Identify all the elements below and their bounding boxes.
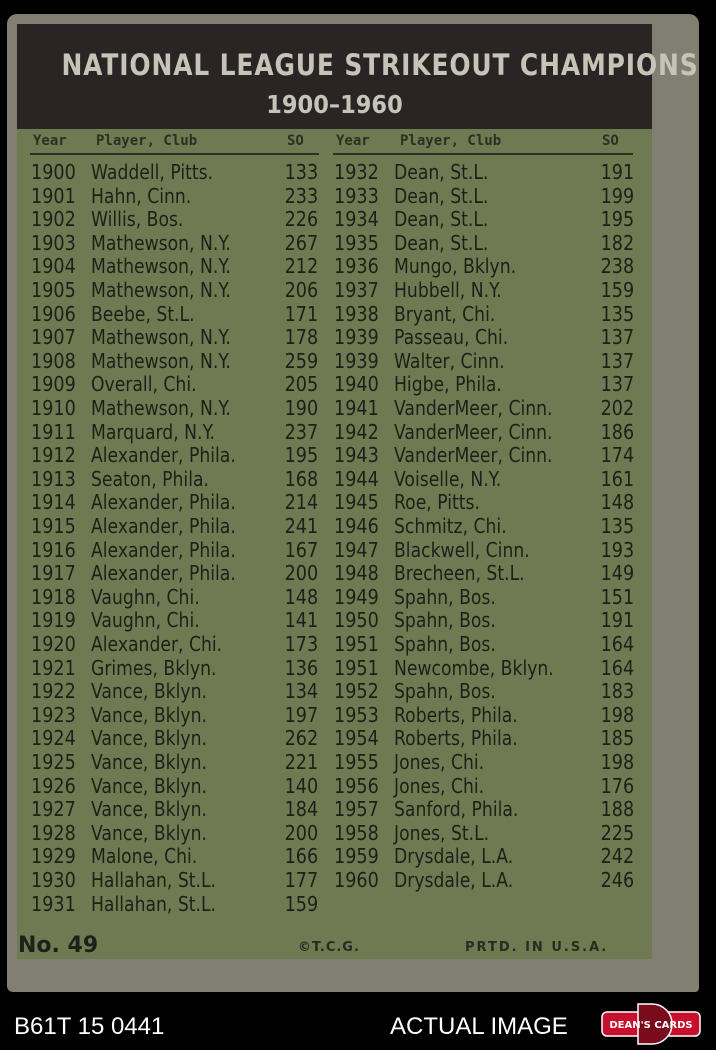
player-cell: Passeau, Chi. — [394, 325, 509, 350]
so-cell: 159 — [600, 278, 634, 302]
table-row — [334, 254, 634, 278]
so-cell: 206 — [284, 278, 318, 302]
so-cell: 178 — [284, 325, 318, 350]
player-cell: Willis, Bos. — [91, 207, 184, 232]
so-cell: 190 — [284, 396, 318, 420]
so-cell: 136 — [284, 655, 318, 680]
table-row — [31, 585, 318, 609]
player-cell: Alexander, Chi. — [91, 632, 223, 656]
year-cell: 1946 — [334, 514, 379, 538]
year-cell: 1955 — [334, 750, 379, 774]
table-row — [334, 490, 634, 514]
year-cell: 1900 — [31, 160, 76, 184]
player-cell: Spahn, Bos. — [394, 632, 496, 656]
table-row — [31, 797, 318, 821]
so-cell: 140 — [284, 773, 318, 798]
table-row — [334, 561, 634, 585]
year-cell: 1949 — [334, 584, 379, 609]
table-row — [31, 302, 318, 326]
logo-text: DEAN'S CARDS — [609, 1020, 693, 1031]
table-row — [334, 372, 634, 396]
player-cell: Vance, Bklyn. — [91, 797, 207, 822]
player-cell: VanderMeer, Cinn. — [394, 419, 553, 444]
year-cell: 1940 — [334, 372, 379, 397]
so-cell: 148 — [600, 490, 634, 515]
player-cell: Hahn, Cinn. — [91, 183, 192, 208]
player-cell: Spahn, Bos. — [394, 608, 496, 633]
so-cell: 167 — [284, 537, 318, 562]
year-cell: 1931 — [31, 891, 76, 916]
so-cell: 195 — [600, 207, 634, 232]
so-cell: 133 — [284, 160, 318, 184]
col-so-left: SO — [287, 133, 304, 149]
player-cell: Grimes, Bklyn. — [91, 655, 217, 680]
year-cell: 1918 — [31, 584, 76, 609]
player-cell: Vaughn, Chi. — [91, 584, 200, 609]
table-row — [31, 467, 318, 491]
player-cell: Vance, Bklyn. — [91, 750, 207, 774]
year-cell: 1906 — [31, 301, 76, 326]
year-cell: 1922 — [31, 679, 76, 704]
table-row — [334, 420, 634, 444]
player-cell: Mathewson, N.Y. — [91, 230, 231, 255]
table-row — [31, 538, 318, 562]
so-cell: 267 — [284, 230, 318, 255]
col-year-right: Year — [336, 133, 370, 149]
player-cell: Seaton, Phila. — [91, 466, 209, 491]
year-cell: 1960 — [334, 868, 379, 892]
table-row — [334, 821, 634, 845]
so-cell: 193 — [600, 537, 634, 562]
table-row — [334, 844, 634, 868]
year-cell: 1942 — [334, 419, 379, 444]
header-rule-left — [30, 153, 319, 155]
player-cell: Higbe, Phila. — [394, 372, 502, 397]
player-cell: Malone, Chi. — [91, 844, 198, 869]
table-row — [31, 561, 318, 585]
player-cell: Mathewson, N.Y. — [91, 278, 231, 302]
so-cell: 202 — [600, 396, 634, 420]
table-row — [31, 514, 318, 538]
player-cell: Jones, Chi. — [394, 750, 485, 774]
table-row — [334, 608, 634, 632]
so-cell: 164 — [600, 655, 634, 680]
so-cell: 259 — [284, 348, 318, 373]
player-cell: Beebe, St.L. — [91, 301, 195, 326]
so-cell: 195 — [284, 443, 318, 468]
year-cell: 1951 — [334, 632, 379, 656]
player-cell: Vance, Bklyn. — [91, 726, 207, 751]
player-cell: Spahn, Bos. — [394, 679, 496, 704]
player-cell: Mungo, Bklyn. — [394, 254, 517, 279]
player-cell: Marquard, N.Y. — [91, 419, 215, 444]
year-cell: 1959 — [334, 844, 379, 869]
so-cell: 135 — [600, 514, 634, 538]
year-cell: 1916 — [31, 537, 76, 562]
so-cell: 159 — [284, 891, 318, 916]
player-cell: Overall, Chi. — [91, 372, 197, 397]
player-cell: Alexander, Phila. — [91, 443, 236, 468]
year-cell: 1929 — [31, 844, 76, 869]
player-cell: Newcombe, Bklyn. — [394, 655, 554, 680]
player-cell: Dean, St.L. — [394, 207, 489, 232]
so-cell: 184 — [284, 797, 318, 822]
inventory-id: B61T 15 0441 — [14, 1013, 165, 1040]
year-cell: 1943 — [334, 443, 379, 468]
year-cell: 1919 — [31, 608, 76, 633]
player-cell: Drysdale, L.A. — [394, 868, 514, 892]
so-cell: 226 — [284, 207, 318, 232]
player-cell: Walter, Cinn. — [394, 348, 505, 373]
year-cell: 1950 — [334, 608, 379, 633]
player-cell: Dean, St.L. — [394, 160, 489, 184]
year-cell: 1914 — [31, 490, 76, 515]
table-row — [31, 774, 318, 798]
player-cell: Vance, Bklyn. — [91, 773, 207, 798]
so-cell: 198 — [600, 702, 634, 727]
player-cell: Mathewson, N.Y. — [91, 325, 231, 350]
so-cell: 151 — [600, 584, 634, 609]
player-cell: Hallahan, St.L. — [91, 891, 217, 916]
so-cell: 183 — [600, 679, 634, 704]
player-cell: Vance, Bklyn. — [91, 679, 207, 704]
so-cell: 233 — [284, 183, 318, 208]
so-cell: 168 — [284, 466, 318, 491]
so-cell: 135 — [600, 301, 634, 326]
year-cell: 1910 — [31, 396, 76, 420]
so-cell: 188 — [600, 797, 634, 822]
so-cell: 205 — [284, 372, 318, 397]
so-cell: 221 — [284, 750, 318, 774]
player-cell: Bryant, Chi. — [394, 301, 496, 326]
table-row — [334, 302, 634, 326]
table-row — [334, 656, 634, 680]
table-row — [31, 868, 318, 892]
year-cell: 1933 — [334, 183, 379, 208]
player-cell: Roe, Pitts. — [394, 490, 480, 515]
table-row — [334, 184, 634, 208]
card-number: No. 49 — [18, 933, 99, 958]
so-cell: 173 — [284, 632, 318, 656]
so-cell: 191 — [600, 160, 634, 184]
table-row — [31, 632, 318, 656]
so-cell: 241 — [284, 514, 318, 538]
table-row — [334, 538, 634, 562]
so-cell: 177 — [284, 868, 318, 892]
table-row — [31, 231, 318, 255]
year-cell: 1908 — [31, 348, 76, 373]
player-cell: Alexander, Phila. — [91, 561, 236, 586]
table-row — [334, 231, 634, 255]
so-cell: 186 — [600, 419, 634, 444]
table-row — [31, 372, 318, 396]
table-row — [334, 750, 634, 774]
so-cell: 237 — [284, 419, 318, 444]
table-row — [334, 703, 634, 727]
player-cell: Hubbell, N.Y. — [394, 278, 502, 302]
so-cell: 225 — [600, 820, 634, 845]
table-row — [334, 774, 634, 798]
year-cell: 1939 — [334, 325, 379, 350]
player-cell: Mathewson, N.Y. — [91, 396, 231, 420]
table-row — [334, 679, 634, 703]
player-cell: Sanford, Phila. — [394, 797, 519, 822]
so-cell: 191 — [600, 608, 634, 633]
player-cell: Mathewson, N.Y. — [91, 254, 231, 279]
year-cell: 1907 — [31, 325, 76, 350]
year-cell: 1917 — [31, 561, 76, 586]
table-row — [31, 396, 318, 420]
player-cell: Spahn, Bos. — [394, 584, 496, 609]
so-cell: 214 — [284, 490, 318, 515]
year-cell: 1956 — [334, 773, 379, 798]
player-cell: Roberts, Phila. — [394, 702, 518, 727]
table-row — [31, 608, 318, 632]
so-cell: 176 — [600, 773, 634, 798]
player-cell: Dean, St.L. — [394, 183, 489, 208]
table-row — [334, 396, 634, 420]
player-cell: Drysdale, L.A. — [394, 844, 514, 869]
year-cell: 1958 — [334, 820, 379, 845]
year-cell: 1937 — [334, 278, 379, 302]
actual-image-label: ACTUAL IMAGE — [390, 1013, 568, 1040]
player-cell: Hallahan, St.L. — [91, 868, 217, 892]
table-row — [31, 892, 318, 916]
table-row — [334, 325, 634, 349]
player-cell: Dean, St.L. — [394, 230, 489, 255]
so-cell: 164 — [600, 632, 634, 656]
table-row — [334, 467, 634, 491]
player-cell: Vance, Bklyn. — [91, 702, 207, 727]
year-cell: 1941 — [334, 396, 379, 420]
player-cell: VanderMeer, Cinn. — [394, 396, 553, 420]
year-cell: 1924 — [31, 726, 76, 751]
table-row — [334, 349, 634, 373]
header-rule-right — [333, 153, 633, 155]
year-cell: 1904 — [31, 254, 76, 279]
year-cell: 1945 — [334, 490, 379, 515]
so-cell: 174 — [600, 443, 634, 468]
table-row — [31, 656, 318, 680]
year-cell: 1954 — [334, 726, 379, 751]
col-player-right: Player, Club — [400, 133, 502, 149]
year-cell: 1947 — [334, 537, 379, 562]
year-cell: 1953 — [334, 702, 379, 727]
so-cell: 200 — [284, 561, 318, 586]
year-cell: 1903 — [31, 230, 76, 255]
so-cell: 182 — [600, 230, 634, 255]
table-row — [31, 325, 318, 349]
table-row — [31, 490, 318, 514]
year-cell: 1938 — [334, 301, 379, 326]
so-cell: 246 — [600, 868, 634, 892]
so-cell: 137 — [600, 348, 634, 373]
table-row — [334, 160, 634, 184]
year-cell: 1909 — [31, 372, 76, 397]
table-row — [31, 349, 318, 373]
so-cell: 212 — [284, 254, 318, 279]
so-cell: 200 — [284, 820, 318, 845]
table-row — [31, 821, 318, 845]
table-row — [334, 443, 634, 467]
year-cell: 1926 — [31, 773, 76, 798]
player-cell: Vance, Bklyn. — [91, 820, 207, 845]
player-cell: Blackwell, Cinn. — [394, 537, 530, 562]
year-cell: 1935 — [334, 230, 379, 255]
table-row — [334, 797, 634, 821]
year-cell: 1901 — [31, 183, 76, 208]
player-cell: Jones, St.L. — [394, 820, 490, 845]
player-cell: Schmitz, Chi. — [394, 514, 507, 538]
year-cell: 1952 — [334, 679, 379, 704]
table-row — [31, 844, 318, 868]
table-row — [31, 750, 318, 774]
table-row — [31, 443, 318, 467]
year-cell: 1957 — [334, 797, 379, 822]
year-cell: 1905 — [31, 278, 76, 302]
so-cell: 171 — [284, 301, 318, 326]
year-cell: 1912 — [31, 443, 76, 468]
table-row — [334, 585, 634, 609]
table-row — [31, 207, 318, 231]
so-cell: 166 — [284, 844, 318, 869]
year-cell: 1927 — [31, 797, 76, 822]
year-cell: 1936 — [334, 254, 379, 279]
player-cell: Alexander, Phila. — [91, 490, 236, 515]
table-row — [31, 254, 318, 278]
table-row — [31, 278, 318, 302]
year-cell: 1921 — [31, 655, 76, 680]
so-cell: 238 — [600, 254, 634, 279]
year-cell: 1928 — [31, 820, 76, 845]
year-cell: 1939 — [334, 348, 379, 373]
player-cell: Voiselle, N.Y. — [394, 466, 502, 491]
player-cell: VanderMeer, Cinn. — [394, 443, 553, 468]
year-cell: 1951 — [334, 655, 379, 680]
year-cell: 1934 — [334, 207, 379, 232]
so-cell: 198 — [600, 750, 634, 774]
year-cell: 1923 — [31, 702, 76, 727]
col-so-right: SO — [602, 133, 619, 149]
col-year-left: Year — [33, 133, 67, 149]
table-row — [31, 703, 318, 727]
so-cell: 242 — [600, 844, 634, 869]
so-cell: 199 — [600, 183, 634, 208]
year-cell: 1944 — [334, 466, 379, 491]
year-cell: 1920 — [31, 632, 76, 656]
table-row — [31, 184, 318, 208]
so-cell: 262 — [284, 726, 318, 751]
player-cell: Alexander, Phila. — [91, 514, 236, 538]
player-cell: Waddell, Pitts. — [91, 160, 214, 184]
so-cell: 197 — [284, 702, 318, 727]
printed-text: PRTD. IN U.S.A. — [465, 940, 609, 955]
player-cell: Vaughn, Chi. — [91, 608, 200, 633]
table-row — [334, 514, 634, 538]
so-cell: 148 — [284, 584, 318, 609]
player-cell: Roberts, Phila. — [394, 726, 518, 751]
so-cell: 141 — [284, 608, 318, 633]
year-cell: 1911 — [31, 419, 76, 444]
year-cell: 1913 — [31, 466, 76, 491]
player-cell: Alexander, Phila. — [91, 537, 236, 562]
so-cell: 149 — [600, 561, 634, 586]
card-title: NATIONAL LEAGUE STRIKEOUT CHAMPIONS — [61, 48, 699, 82]
table-row — [334, 278, 634, 302]
year-cell: 1948 — [334, 561, 379, 586]
year-cell: 1930 — [31, 868, 76, 892]
table-row — [334, 207, 634, 231]
year-cell: 1925 — [31, 750, 76, 774]
so-cell: 185 — [600, 726, 634, 751]
year-cell: 1902 — [31, 207, 76, 232]
table-row — [334, 632, 634, 656]
table-row — [31, 420, 318, 444]
table-row — [31, 679, 318, 703]
card-header — [17, 24, 699, 129]
col-player-left: Player, Club — [96, 133, 198, 149]
deans-cards-logo — [598, 1002, 704, 1046]
player-cell: Jones, Chi. — [394, 773, 485, 798]
so-cell: 161 — [600, 466, 634, 491]
table-row — [31, 726, 318, 750]
table-row — [31, 160, 318, 184]
card-subtitle: 1900–1960 — [266, 90, 403, 119]
year-cell: 1932 — [334, 160, 379, 184]
table-row — [334, 868, 634, 892]
player-cell: Brecheen, St.L. — [394, 561, 525, 586]
player-cell: Mathewson, N.Y. — [91, 348, 231, 373]
year-cell: 1915 — [31, 514, 76, 538]
so-cell: 134 — [284, 679, 318, 704]
copyright-text: ©T.C.G. — [298, 940, 360, 955]
so-cell: 137 — [600, 372, 634, 397]
so-cell: 137 — [600, 325, 634, 350]
table-row — [334, 726, 634, 750]
